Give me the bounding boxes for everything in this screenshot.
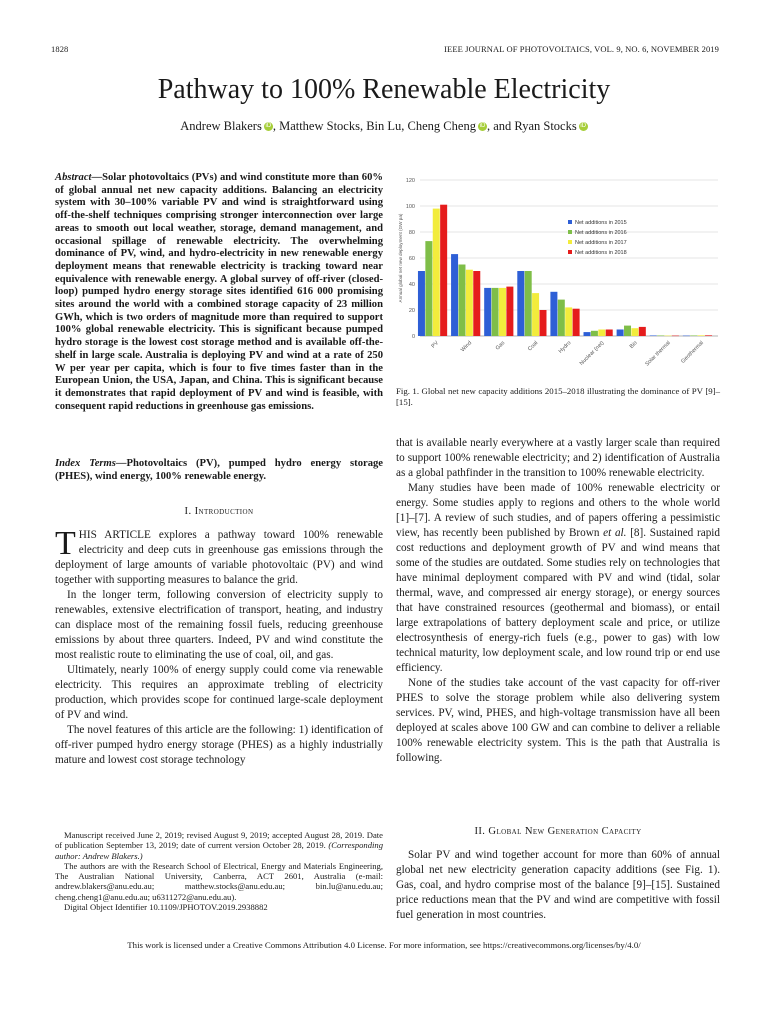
introduction-body xyxy=(55,525,383,768)
bar xyxy=(525,271,532,336)
x-tick-label: Gas xyxy=(494,340,507,352)
bar xyxy=(550,292,557,336)
paragraph-text: Many studies have been made of 100% renewable electricity or energy. Some studies apply to regions and others to the whole world [1]–[7]. A review of such studies, and of papers offering a pessimistic view, has recently been published by Brown xyxy=(396,482,720,539)
bar xyxy=(657,335,664,336)
bar xyxy=(499,288,506,336)
abstract-label: Abstract xyxy=(55,172,92,183)
paragraph: that is available nearly everywhere at a vastly larger scale than required to support 100% renewable electricity; and 2) identification of Australia as a global pathfinder in the transition to 100% renewable electricity. xyxy=(396,437,720,479)
paragraph: HIS ARTICLE explores a pathway toward 100% renewable electricity and deep cuts in greenhouse gas emissions through the deployment of large amounts of variable photovoltaic (PV) and wind together with supporting measures to balance the grid. xyxy=(55,529,383,586)
bar xyxy=(532,293,539,336)
x-tick-label: Geothermal xyxy=(680,340,705,365)
y-tick-label: 0 xyxy=(411,334,415,340)
orcid-icon[interactable]: iD xyxy=(479,123,486,129)
bar xyxy=(584,332,591,336)
abstract-text: —Solar photovoltaics (PVs) and wind constitute more than 60% of global annual net new capacity additions. Balancing an electricity system with 30–100% variable PV and wind is straightforward using off-the-shelf techniques comprising stronger interconnection over large areas to smooth out local weather, storage, demand management, and occasional spillage of renewable electricity. The overwhelming dominance of PV, wind, and hydro-electricity in new renewable energy deployment means that renewable electricity is tracking toward near equivalence with renewable energy. A global survey of off-river (closed-loop) pumped hydro energy storage sites identified 616 000 promising sites around the world with a combined storage capacity of 23 million GWh, which is two orders of magnitude more than required to support 100% global renewable electricity. This is significant because pumped hydro storage is the lowest cost storage method and is available off-the-shelf in large scale. Australia is deploying PV and wind at a rate of 250 W per year per capita, which is four to five times faster than in the European Union, the USA, Japan, and China. This is significant because it demonstrates that rapid deployment of PV and wind is feasible, with consequent rapid reductions in greenhouse gas emissions. xyxy=(55,172,383,412)
index-terms xyxy=(55,458,383,483)
bar xyxy=(492,288,499,336)
y-tick-label: 20 xyxy=(408,308,415,314)
author-names: , and Ryan Stocks xyxy=(486,119,577,133)
bar xyxy=(639,327,646,336)
x-tick-label: Wind xyxy=(459,340,474,354)
x-tick-label: PV xyxy=(430,340,440,350)
legend-label: Net additions in 2016 xyxy=(575,230,627,236)
bar xyxy=(458,265,465,337)
bar xyxy=(418,271,425,336)
paragraph: Ultimately, nearly 100% of energy supply could come via renewable electricity. This requires an approximate trebling of electricity production, which provides scope for continued large-scale deployment of PV and wind. xyxy=(55,664,383,721)
bar xyxy=(606,330,613,337)
paragraph: None of the studies take account of the vast capacity for off-river PHES to solve the storage problem while also delivering system services. PV, wind, PHES, and high-voltage transmission have all been deployed at scales above 100 GW and can combine to deliver a reliable 100% renewable electricity system. This is the path that Australia is following. xyxy=(396,677,720,764)
index-terms-text: —Photovoltaics (PV), pumped hydro energy storage (PHES), wind energy, 100% renewable energy. xyxy=(55,458,383,482)
paper-title: Pathway to 100% Renewable Electricity xyxy=(157,74,611,105)
citation-etal: et al. xyxy=(603,527,627,539)
license-notice: This work is licensed under a Creative Commons Attribution 4.0 License. For more information, see https://creativecommons.org/licenses/by/4.0/ xyxy=(127,940,641,950)
bar xyxy=(565,307,572,336)
legend-swatch xyxy=(568,220,572,224)
legend-label: Net additions in 2015 xyxy=(575,220,627,226)
figure-caption: Fig. 1. Global net new capacity additions 2015–2018 illustrating the dominance of PV [9]–[15]. xyxy=(396,386,720,407)
bar xyxy=(683,336,690,337)
author-names: , Matthew Stocks, Bin Lu, Cheng Cheng xyxy=(272,119,476,133)
bar xyxy=(698,335,705,336)
page-number: 1828 xyxy=(51,44,69,54)
bar xyxy=(573,309,580,336)
doi: Digital Object Identifier 10.1109/JPHOTOV.2019.2938882 xyxy=(64,902,268,913)
legend-swatch xyxy=(568,240,572,244)
y-tick-label: 120 xyxy=(405,178,415,184)
bar xyxy=(425,241,432,336)
y-tick-label: 80 xyxy=(408,230,415,236)
drop-cap: T xyxy=(55,525,76,562)
section2-body xyxy=(396,848,720,923)
paragraph: Solar PV and wind together account for more than 60% of annual global net new electricity generation capacity additions (see Fig. 1). Gas, coal, and hydro comprise most of the balance [9]–[15]. Sustained price reductions mean that the PV and wind are competitive with fossil fuel generation in most countries. xyxy=(396,849,720,921)
x-tick-label: Bio xyxy=(628,340,639,351)
x-tick-label: Nuclear (net) xyxy=(578,340,606,367)
section-heading-introduction: I. Introduction xyxy=(184,506,254,517)
x-tick-label: Hydro xyxy=(557,340,573,355)
affiliation: The authors are with the Research School of Electrical, Energy and Materials Engineering, The Australian National University, Canberra, ACT 2601, Australia (e-mail: andrew.blakers@anu.edu.au; matthew.stocks@anu.edu.au; bin.lu@anu.edu.au; cheng.cheng1@anu.edu.au; u6311272@anu.edu.au). xyxy=(55,860,383,902)
bar xyxy=(631,328,638,336)
right-column-body xyxy=(396,436,720,766)
footnote xyxy=(55,830,383,912)
journal-header: IEEE JOURNAL OF PHOTOVOLTAICS, VOL. 9, NO. 6, NOVEMBER 2019 xyxy=(444,44,719,54)
bar xyxy=(473,271,480,336)
paragraph: The novel features of this article are the following: 1) identification of off-river pumped hydro energy storage (PHES) as a highly industrially mature and lowest cost storage technology xyxy=(55,724,383,766)
bar xyxy=(484,288,491,336)
y-tick-label: 100 xyxy=(405,204,415,210)
author-list xyxy=(0,119,768,134)
x-tick-label: Coal xyxy=(527,340,540,353)
bar xyxy=(705,335,712,336)
bar xyxy=(650,335,657,336)
paragraph xyxy=(396,481,720,676)
legend-swatch xyxy=(568,250,572,254)
paragraph-text: [8]. Sustained rapid cost reductions and deployment growth of PV and wind means that some of the studies are outdated. Some studies rely on technologies that have minimal deployment compared with PV and wind (tidal, solar thermal, wave, and compressed air energy storage), or energy sources that have constrained resources (geothermal and biomass), or entail large extrapolations of battery deployment scale and price, or utilize electrosynthesis of energy-rich fuels (e.g., power to gas) with low technical maturity, low deployment scale, and low round trip or end use efficiency. xyxy=(396,527,720,674)
legend-swatch xyxy=(568,230,572,234)
x-tick-label: Solar thermal xyxy=(644,340,672,368)
paragraph: In the longer term, following conversion of electricity supply to renewables, extensive electrification of transport, heating, and industry can displace most of the remaining fossil fuels, reducing greenhouse emissions by about three quarters. Indeed, PV and wind constitute the most realistic route to eliminating the use of coal, oil, and gas. xyxy=(55,589,383,661)
corresponding-author: (Corresponding author: Andrew Blakers.) xyxy=(55,840,383,861)
y-axis-label: Annual global net new deployment (GW pa) xyxy=(398,213,403,303)
bar xyxy=(539,310,546,336)
bar xyxy=(466,270,473,336)
bar xyxy=(451,254,458,336)
orcid-icon[interactable]: iD xyxy=(265,123,272,129)
orcid-icon[interactable]: iD xyxy=(580,123,587,129)
index-terms-label: Index Terms xyxy=(55,458,116,469)
bar xyxy=(672,336,679,337)
bar xyxy=(440,205,447,336)
section-heading-global-capacity: II. Global New Generation Capacity xyxy=(474,826,642,837)
manuscript-dates: Manuscript received June 2, 2019; revised August 9, 2019; accepted August 28, 2019. Date of publication September 13, 2019; date of current version October 28, 2019. xyxy=(55,830,383,851)
bar xyxy=(665,336,672,337)
bar xyxy=(591,331,598,336)
bar xyxy=(433,209,440,336)
legend-label: Net additions in 2018 xyxy=(575,250,627,256)
bar xyxy=(517,271,524,336)
bar xyxy=(624,326,631,336)
bar xyxy=(506,287,513,336)
bar xyxy=(690,335,697,336)
legend-label: Net additions in 2017 xyxy=(575,240,627,246)
y-tick-label: 40 xyxy=(408,282,415,288)
y-tick-label: 60 xyxy=(408,256,415,262)
capacity-bar-chart xyxy=(393,172,723,382)
bar xyxy=(617,330,624,337)
bar xyxy=(558,300,565,336)
author-name: Andrew Blakers xyxy=(180,119,262,133)
bar xyxy=(598,330,605,337)
abstract xyxy=(55,172,383,413)
